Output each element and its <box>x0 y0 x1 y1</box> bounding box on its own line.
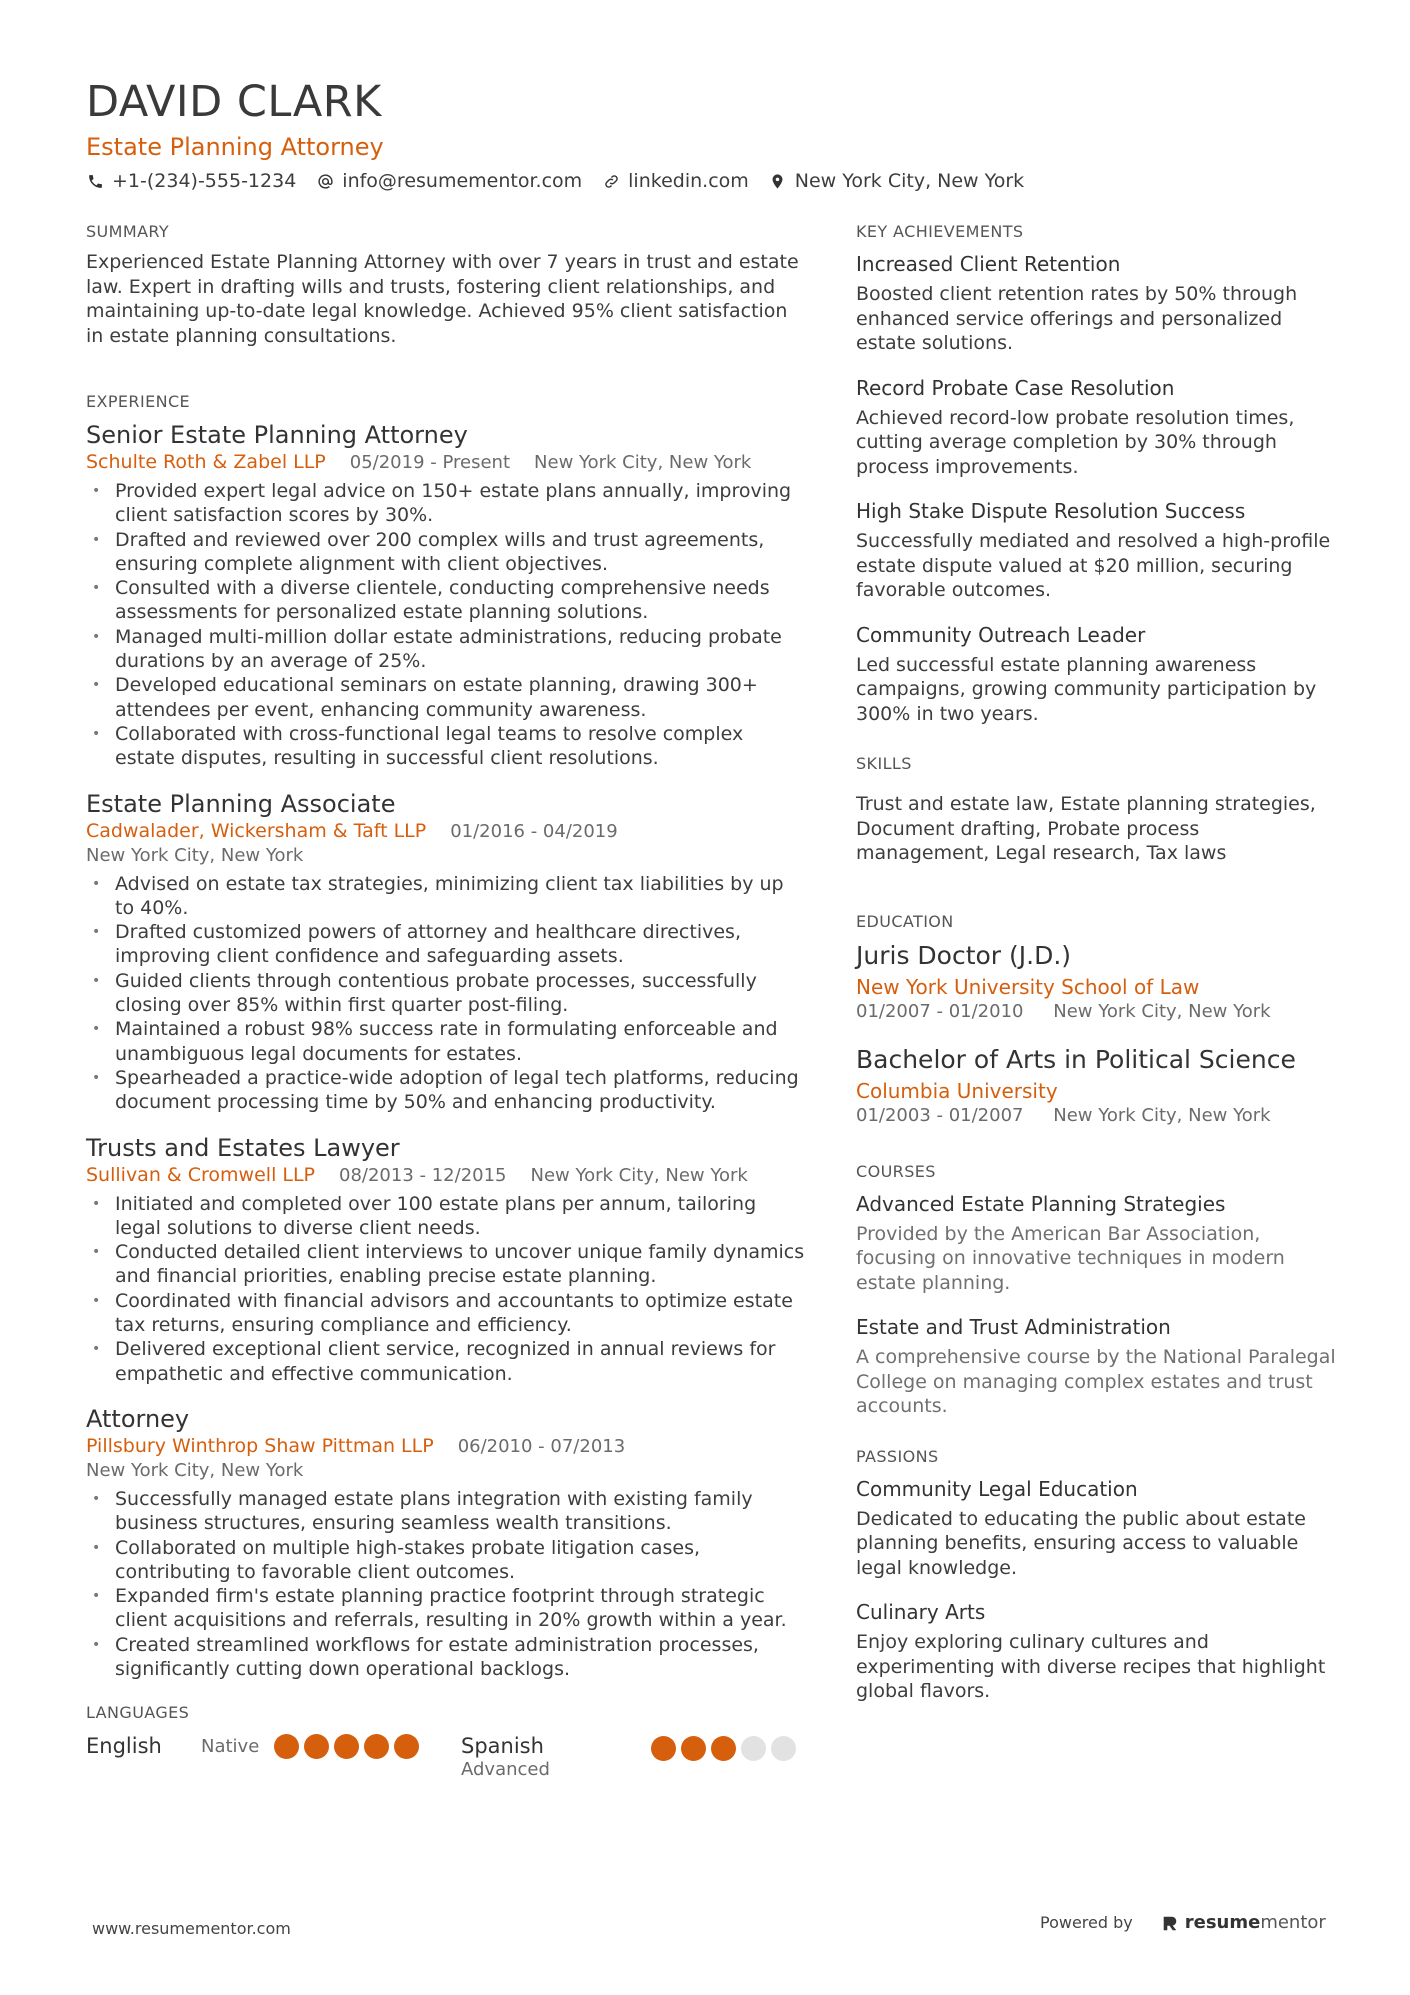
achievement-item <box>856 497 1336 603</box>
summary-section <box>86 222 806 348</box>
rating-dot-filled <box>711 1736 736 1761</box>
bullet-item: • Spearheaded a practice-wide adoption of legal tech platforms, reducing document processing time by 50% and enhancing productivity. <box>86 1066 806 1115</box>
passion-title: Culinary Arts <box>856 1600 986 1624</box>
contact-phone <box>86 168 296 194</box>
right-column <box>856 222 1336 1750</box>
job-meta <box>86 1434 806 1459</box>
job-meta <box>86 819 806 844</box>
phone-icon <box>86 172 104 190</box>
job-meta <box>86 1163 806 1188</box>
achievement-title: Increased Client Retention <box>856 252 1121 276</box>
education-location: New York City, New York <box>1053 1104 1271 1126</box>
candidate-name: DAVID CLARK <box>86 77 382 127</box>
job-title: Attorney <box>86 1404 190 1433</box>
bullet-item: • Developed educational seminars on estate planning, drawing 300+ attendees per event, enhancing community awareness. <box>86 673 806 722</box>
education-degree: Bachelor of Arts in Political Science <box>856 1044 1296 1074</box>
language-level: Advanced <box>461 1759 550 1781</box>
powered-by-label: Powered by <box>1040 1913 1133 1932</box>
resume-header <box>86 74 1326 194</box>
education-meta <box>856 1104 1336 1128</box>
language-label-group <box>461 1733 651 1780</box>
summary-heading: SUMMARY <box>86 222 170 241</box>
bullet-item: • Collaborated on multiple high-stakes probate litigation cases, contributing to favorable client outcomes. <box>86 1536 806 1585</box>
course-text: A comprehensive course by the National Paralegal College on managing complex estates and trust accounts. <box>856 1346 1336 1417</box>
job-company: Pillsbury Winthrop Shaw Pittman LLP <box>86 1434 434 1457</box>
job-dates: 01/2016 - 04/2019 <box>450 820 618 842</box>
skills-text: Trust and estate law, Estate planning strategies, Document drafting, Probate process management, Legal research, Tax laws <box>856 793 1316 864</box>
job-company: Schulte Roth & Zabel LLP <box>86 451 326 473</box>
language-spanish <box>461 1733 801 1780</box>
email-text: info@resumementor.com <box>342 170 583 192</box>
link-icon <box>602 172 620 190</box>
job-title: Estate Planning Associate <box>86 789 396 818</box>
rating-dot-filled <box>304 1734 329 1759</box>
course-title: Estate and Trust Administration <box>856 1315 1171 1339</box>
job-entry <box>86 789 806 1115</box>
job-company: Cadwalader, Wickersham & Taft LLP <box>86 819 427 842</box>
bullet-item: • Guided clients through contentious probate processes, successfully closing over 85% within first quarter post-filing. <box>86 969 806 1018</box>
language-name: English <box>86 1734 162 1759</box>
languages-row <box>86 1733 806 1780</box>
job-title: Senior Estate Planning Attorney <box>86 421 468 449</box>
footer-website[interactable]: www.resumementor.com <box>92 1919 291 1938</box>
education-heading: EDUCATION <box>856 911 954 931</box>
skills-section <box>856 754 1336 866</box>
job-meta <box>86 450 806 475</box>
achievement-text: Successfully mediated and resolved a high-profile estate dispute valued at $20 million, securing favorable outcomes. <box>856 530 1331 601</box>
job-entry <box>86 1404 806 1681</box>
job-bullets <box>86 872 806 1115</box>
achievement-item <box>856 374 1336 480</box>
language-level: Native <box>201 1735 260 1757</box>
achievement-text: Led successful estate planning awareness campaigns, growing community participation by 300% in two years. <box>856 653 1317 725</box>
bullet-item: • Initiated and completed over 100 estate plans per annum, tailoring legal solutions to diverse client needs. <box>86 1192 806 1241</box>
location-pin-icon <box>769 172 787 190</box>
education-degree: Juris Doctor (J.D.) <box>856 940 1072 970</box>
skills-heading: SKILLS <box>856 754 912 773</box>
contact-linkedin[interactable] <box>602 168 749 194</box>
job-entry <box>86 1133 806 1386</box>
job-entry <box>86 420 806 771</box>
courses-heading: COURSES <box>856 1161 936 1181</box>
passion-title: Community Legal Education <box>856 1476 1138 1501</box>
education-dates: 01/2003 - 01/2007 <box>856 1104 1024 1126</box>
passion-item <box>856 1598 1336 1704</box>
passion-text: Enjoy exploring culinary cultures and experimenting with diverse recipes that highlight global flavors. <box>856 1631 1326 1702</box>
achievement-text: Achieved record-low probate resolution times, cutting average completion by 30% through process improvements. <box>856 406 1295 478</box>
job-company: Sullivan & Cromwell LLP <box>86 1163 316 1186</box>
brand-logo[interactable] <box>1161 1912 1326 1933</box>
bullet-item: • Drafted customized powers of attorney and healthcare directives, improving client confidence and safeguarding assets. <box>86 920 806 969</box>
achievements-section <box>856 222 1336 726</box>
bullet-item: • Managed multi-million dollar estate administrations, reducing probate durations by an average of 25%. <box>86 625 806 674</box>
summary-text: Experienced Estate Planning Attorney with over 7 years in trust and estate law. Expert in drafting wills and trusts, fostering client relationships, and maintaining up-to-date legal knowledge. Achieved 95% client satisfaction in estate planning consultations. <box>86 251 799 347</box>
bullet-item: • Expanded firm's estate planning practice footprint through strategic client acquisitions and referrals, resulting in 20% growth within a year. <box>86 1584 806 1633</box>
education-item <box>856 940 1336 1024</box>
footer-powered <box>1040 1912 1326 1933</box>
achievement-title: High Stake Dispute Resolution Success <box>856 499 1246 523</box>
rating-dot-filled <box>334 1734 359 1759</box>
education-school: Columbia University <box>856 1078 1058 1103</box>
contact-location <box>769 168 1024 194</box>
language-english <box>86 1733 461 1759</box>
location-text: New York City, New York <box>794 170 1025 192</box>
bullet-item: • Coordinated with financial advisors and accountants to optimize estate tax returns, ensuring compliance and efficiency. <box>86 1289 806 1338</box>
rating-dots <box>651 1736 801 1761</box>
rating-dot-filled <box>274 1734 299 1759</box>
passions-section <box>856 1447 1336 1704</box>
education-dates: 01/2007 - 01/2010 <box>856 1000 1024 1022</box>
achievement-title: Community Outreach Leader <box>856 622 1146 647</box>
job-bullets <box>86 479 806 771</box>
left-column <box>86 222 806 1780</box>
brand-light: mentor <box>1260 1912 1326 1933</box>
course-title: Advanced Estate Planning Strategies <box>856 1191 1226 1216</box>
job-location: New York City, New York <box>86 1459 304 1481</box>
education-meta <box>856 1000 1336 1024</box>
contact-bar <box>86 168 1326 194</box>
bullet-item: • Successfully managed estate plans integration with existing family business structures, ensuring seamless wealth transitions. <box>86 1487 806 1536</box>
linkedin-text: linkedin.com <box>628 170 749 192</box>
achievements-heading: KEY ACHIEVEMENTS <box>856 222 1024 241</box>
job-title: Trusts and Estates Lawyer <box>86 1133 400 1162</box>
education-section <box>856 912 1336 1128</box>
rating-dot-filled <box>681 1736 706 1761</box>
languages-heading: LANGUAGES <box>86 1703 190 1723</box>
rating-dot-empty <box>741 1736 766 1761</box>
bullet-item: • Consulted with a diverse clientele, conducting comprehensive needs assessments for personalized estate planning solutions. <box>86 576 806 625</box>
job-dates: 08/2013 - 12/2015 <box>339 1164 507 1186</box>
phone-text: +1-(234)-555-1234 <box>112 170 297 192</box>
bullet-item: • Maintained a robust 98% success rate in formulating enforceable and unambiguous legal documents for estates. <box>86 1017 806 1066</box>
passion-text: Dedicated to educating the public about estate planning benefits, ensuring access to valuable legal knowledge. <box>856 1507 1306 1579</box>
achievement-item <box>856 250 1336 356</box>
brand-mark-icon <box>1161 1914 1179 1932</box>
education-item <box>856 1044 1336 1128</box>
achievement-title: Record Probate Case Resolution <box>856 375 1175 400</box>
job-dates: 05/2019 - Present <box>349 452 511 473</box>
job-bullets <box>86 1192 806 1386</box>
bullet-item: • Created streamlined workflows for estate administration processes, significantly cutting down operational backlogs. <box>86 1633 806 1682</box>
job-location: New York City, New York <box>530 1164 748 1186</box>
achievement-text: Boosted client retention rates by 50% through enhanced service offerings and personalized estate solutions. <box>856 283 1298 354</box>
languages-section <box>86 1703 806 1780</box>
bullet-item: • Drafted and reviewed over 200 complex wills and trust agreements, ensuring complete alignment with client objectives. <box>86 528 806 577</box>
rating-dot-filled <box>651 1736 676 1761</box>
bullet-item: • Delivered exceptional client service, recognized in annual reviews for empathetic and effective communication. <box>86 1337 806 1386</box>
candidate-role: Estate Planning Attorney <box>86 133 384 161</box>
courses-section <box>856 1162 1336 1419</box>
bullet-item: • Collaborated with cross-functional legal teams to resolve complex estate disputes, resulting in successful client resolutions. <box>86 722 806 771</box>
bullet-item: • Conducted detailed client interviews to uncover unique family dynamics and financial priorities, enabling precise estate planning. <box>86 1240 806 1289</box>
bullet-item: • Advised on estate tax strategies, minimizing client tax liabilities by up to 40%. <box>86 872 806 921</box>
job-location: New York City, New York <box>534 452 752 473</box>
course-text: Provided by the American Bar Association, focusing on innovative techniques in modern estate planning. <box>856 1222 1285 1294</box>
job-location: New York City, New York <box>86 844 304 866</box>
experience-heading: EXPERIENCE <box>86 392 191 411</box>
bullet-item: • Provided expert legal advice on 150+ estate plans annually, improving client satisfaction scores by 30%. <box>86 479 806 528</box>
course-item <box>856 1313 1336 1419</box>
brand-bold: resume <box>1184 1912 1261 1933</box>
passion-item <box>856 1475 1336 1581</box>
contact-email[interactable] <box>316 168 582 194</box>
education-location: New York City, New York <box>1053 1000 1271 1022</box>
education-school: New York University School of Law <box>856 974 1200 999</box>
at-icon <box>316 172 334 190</box>
rating-dot-filled <box>394 1734 419 1759</box>
rating-dots <box>274 1734 424 1759</box>
rating-dot-empty <box>771 1736 796 1761</box>
achievement-item <box>856 621 1336 727</box>
course-item <box>856 1190 1336 1296</box>
language-name: Spanish <box>461 1734 544 1759</box>
job-bullets <box>86 1487 806 1681</box>
rating-dot-filled <box>364 1734 389 1759</box>
job-dates: 06/2010 - 07/2013 <box>457 1435 626 1457</box>
passions-heading: PASSIONS <box>856 1446 939 1466</box>
experience-section <box>86 392 806 1681</box>
